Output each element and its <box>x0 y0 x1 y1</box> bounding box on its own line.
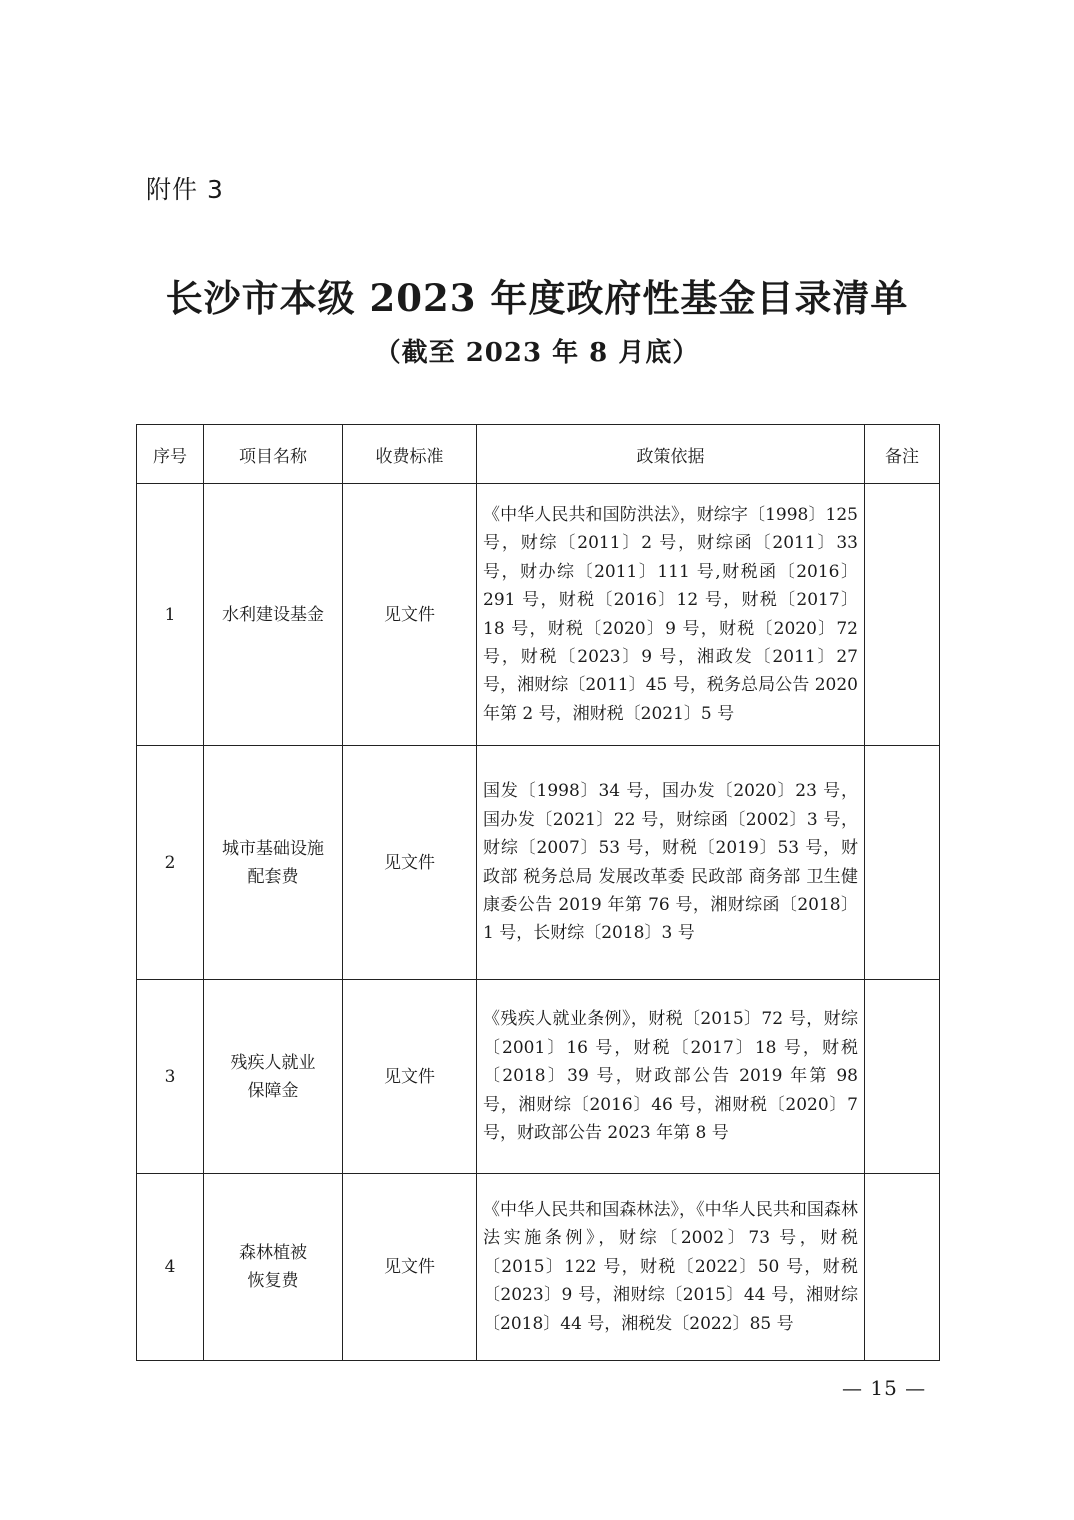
header-standard: 收费标准 <box>343 425 477 484</box>
row-remark <box>865 484 940 746</box>
row-name: 城市基础设施配套费 <box>204 746 343 980</box>
document-subtitle: （截至 2023 年 8 月底） <box>374 338 700 368</box>
header-basis: 政策依据 <box>477 425 865 484</box>
header-name: 项目名称 <box>204 425 343 484</box>
page-number: — 15 — <box>842 1376 927 1400</box>
fund-catalog-table <box>136 424 940 1361</box>
row-name: 残疾人就业保障金 <box>204 980 343 1174</box>
row-basis: 国发〔1998〕34 号，国办发〔2020〕23 号，国办发〔2021〕22 号，财综函〔2002〕3 号，财综〔2007〕53 号，财税〔2019〕53 号，财政部 税务总局 发展改革委 民政部 商务部 卫生健康委公告 2019 年第 76 号，湘财综函〔2018〕1 号，长财综〔2018〕3 号 <box>477 746 865 980</box>
row-name: 水利建设基金 <box>204 484 343 746</box>
row-standard: 见文件 <box>343 746 477 980</box>
row-index: 2 <box>137 746 204 980</box>
table-row <box>137 1174 940 1361</box>
row-index: 4 <box>137 1174 204 1361</box>
header-remark: 备注 <box>865 425 940 484</box>
table-header-row <box>137 425 940 484</box>
row-standard: 见文件 <box>343 980 477 1174</box>
row-standard: 见文件 <box>343 484 477 746</box>
table-row <box>137 980 940 1174</box>
row-standard: 见文件 <box>343 1174 477 1361</box>
row-remark <box>865 1174 940 1361</box>
document-title: 长沙市本级 2023 年度政府性基金目录清单 <box>165 276 909 320</box>
header-index: 序号 <box>137 425 204 484</box>
row-basis: 《中华人民共和国防洪法》，财综字〔1998〕125 号，财综〔2011〕2 号，财综函〔2011〕33 号，财办综〔2011〕111 号,财税函〔2016〕291 号，财税〔2016〕12 号，财税〔2017〕18 号，财税〔2020〕9 号，财税〔2020〕72 号，财税〔2023〕9 号，湘政发〔2011〕27 号，湘财综〔2011〕45 号，税务总局公告 2020 年第 2 号，湘财税〔2021〕5 号 <box>477 484 865 746</box>
row-basis: 《残疾人就业条例》，财税〔2015〕72 号，财综〔2001〕16 号，财税〔2017〕18 号，财税〔2018〕39 号，财政部公告 2019 年第 98 号，湘财综〔2016〕46 号，湘财税〔2020〕7 号，财政部公告 2023 年第 8 号 <box>477 980 865 1174</box>
table-row <box>137 746 940 980</box>
table-row <box>137 484 940 746</box>
row-remark <box>865 746 940 980</box>
row-index: 1 <box>137 484 204 746</box>
row-basis: 《中华人民共和国森林法》，《中华人民共和国森林法实施条例》，财综〔2002〕73 号，财税〔2015〕122 号，财税〔2022〕50 号，财税〔2023〕9 号，湘财综〔2015〕44 号，湘财综〔2018〕44 号，湘税发〔2022〕85 号 <box>477 1174 865 1361</box>
row-remark <box>865 980 940 1174</box>
row-name: 森林植被恢复费 <box>204 1174 343 1361</box>
row-index: 3 <box>137 980 204 1174</box>
attachment-label: 附件 3 <box>146 175 224 204</box>
